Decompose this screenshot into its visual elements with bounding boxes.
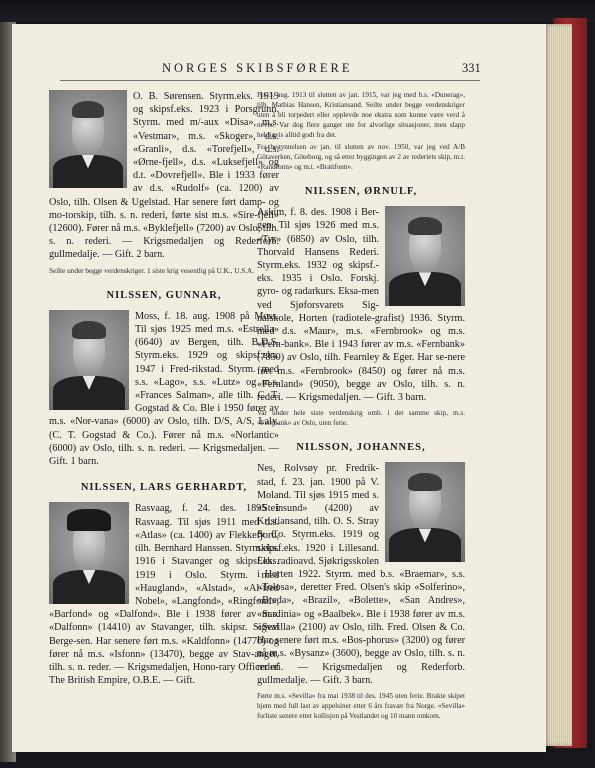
entry-note: Fra 3. aug. 1913 til slutten av jan. 1915, var jeg med b.s. «Dunerag», tilh. Mathias Hansen, Kristiansand. Seilte under begge verdenskriger uten å bli torpedert eller opplevde noe ekstra som kunne være verd å nevne. Var dog flere ganger ute for alvorlige situasjoner, men slapp heldigvis alltid godt fra det. (257, 91, 465, 139)
entry-name: NILSSEN, ØRNULF, (304, 186, 418, 197)
entry-note: Førte m.s. «Sevilla» fra mai 1938 til des. 1945 uten ferie. Brakte skipet hjem med full last av appelsiner etter 6 års fravær fra Norge. «Sevilla» forliste senere etter kollisjon på Vestlandet og 10 mann omkom. (257, 691, 465, 720)
right-column (257, 90, 465, 721)
entry-name: NILSSON, JOHANNES, (296, 442, 426, 454)
book-page (12, 24, 546, 752)
entry-name: NILSSEN, GUNNAR, (106, 289, 222, 301)
entry-note: Fra begynnelsen av jan. til slutten av nov. 1950, var jeg ved A/B Götaverken, Göteborg, og så etter byggingen av 2 av rederiets skip, m.t. «Randfonn» og m.t. «Brattfonn». (257, 143, 465, 171)
header-rule (60, 80, 480, 81)
portrait-photo-ornulf (385, 206, 465, 306)
entry-note: Var under hele siste verdenskrig omb. i det samme skip, m.s. «Fernbank» av Oslo, uten ferie. (257, 409, 465, 428)
page-number: 331 (462, 61, 481, 75)
entry-name: NILSSEN, LARS GERHARDT, (80, 482, 248, 494)
entry-note: Seilte under begge verdenskriger. 1 siste krig vesentlig på U.K., U.S.A. (49, 266, 255, 275)
left-column (49, 90, 279, 687)
portrait-photo-lars (49, 502, 129, 604)
entry-text: Rasvaag, f. 24. des. 1895 i Rasvaag. Til sjøs 1911 med d.s. «Atlas» (ca. 1400) av Flekkefjord, tilh. Bernhard Hanssen. Styrm.eks. 1916 i Stavanger og skipsf.eks. 1919 i Oslo. Styrm. med «Haugland», «Alstad», «Al-fred Nobel», «Langfond», «Ringfond», «Barfond» og «Dalfond». Ble i 1938 fører av m.s. «Dalfonn» (14410) av Stavanger, tilh. skipsr. Sigval Berge-sen. Har senere ført m.s. «Kaldfonn» (14770) og fører nå m.s. «Isfonn» (13470), begge av Stav-anger, tilh. s. n. reder. — Krigsmedaljen, Hono-rary Officer of The British Empire, O.B.E. — Gift. (49, 503, 279, 687)
book-top-edge (0, 0, 595, 22)
portrait-photo-johannes (385, 462, 465, 562)
portrait-photo-gunnar (49, 310, 129, 410)
entry-text: Askim, f. 8. des. 1908 i Ber-gen. Til sjøs 1926 med m.s. «Tyr» (6850) av Oslo, tilh. Thorvald Hansens Rederi. Styrm.eks. 1932 og skipsf.-eks. 1935 i Oslo. Forskj. gyro- og radarkurs. Eksa-men ved Sjøforsvarets Sig-nalskole, Horten (radiotele-grafist) 1936. Styrm. med d.s. «Maur», m.s. «Fernbrook» og m.s. «Fern-bank». Ble i 1943 fører av m.s. «Fernbank» (7850) av Oslo, tilh. Fearnley & Eger. Har se-nere ført m.s. «Fernbrook» (8450) og fører nå m.s. «Fernland» (9050), begge av Oslo, tilh. s. n. rederi. — Krigsmedaljen. — Gift. 3 barn. (257, 207, 465, 404)
portrait-photo-sorensen (49, 90, 127, 188)
entry-text: Moss, f. 18. aug. 1908 på Moss. Til sjøs 1925 med m.s. «Estrella» (6640) av Bergen, tilh. B.D.S. Styrm.eks. 1929 og skipsf.eks. 1947 i Fred-rikstad. Styrm. med s.s. «Lago», s.s. «Lutz» og m.s. «Frances Salman», alle tilh. C. T. Gogstad & Co. Ble i 1950 fører av m.s. «Nor-vana» (6000) av Oslo, tilh. D/S, A/S, Laly. (C. T. Gogstad & Co.). Fører nå m.s. «Norlantic» (6000) av Oslo, tilh. s. n. rederi. — Krigsmedaljen. — Gift. 1 barn. (49, 310, 279, 468)
entry-text: O. B. Sørensen. Styrm.eks. 1919 og skipsf.eks. 1923 i Porsgrunn. Styrm. med m/-aux «Disa», m.s. «Vestmar», m.s. «Skoger», d.s. «Granli», d.s. «Torefjell», d.s. «Ørne-fjell», d.s. «Luksefjell» og d.t. «Dovrefjell». Ble i 1933 fører av d.s. «Rudolf» (ca. 1200) av Oslo, tilh. Olsen & Ugelstad. Har senere ført damp- og mo-torskip, tilh. s. n. rederi, førte sist m.s. «Sire-fjell» (12600). Fører nå m.s. «Byklefjell» (7200) av Oslo, tilh. s. n. rederi. — Krigsmedaljen og Rederforb. gullmedalje. — Gift. 2 barn. (49, 91, 279, 261)
header-title: NORGES SKIBSFØRERE (162, 61, 353, 75)
entry-text: Nes, Rolvsøy pr. Fredrik-stad, f. 23. jan. 1900 på V. Moland. Til sjøs 1915 med s. «Steinsund» (4200) av Kristiansand, tilh. O. S. Stray & Co. Styrm.eks. 1919 og skipsf.eks. 1920 i Lillesand. Eks. radioavd. Sjøkrigsskolen i Horten 1922. Styrm. med b.s. «Braemar», s.s. «Tolosa», deretter Fred. Olsen's skip «Solferino», «Breda», «Brazil», «Bolette», «San Andres», «Sardinia» og «Baalbek». Ble i 1938 fører av m.s. «Sevilla» (2100) av Oslo, tilh. Fred. Olsen & Co. Har senere ført m.s. «Bos-phorus» (3200) og fører nå m.s. «Bysanz» (3600), begge av Oslo, tilh. s. n. rederi. — Krigsmedaljen og Rederforb. gullmedalje. — Gift. 3 barn. (257, 463, 465, 686)
